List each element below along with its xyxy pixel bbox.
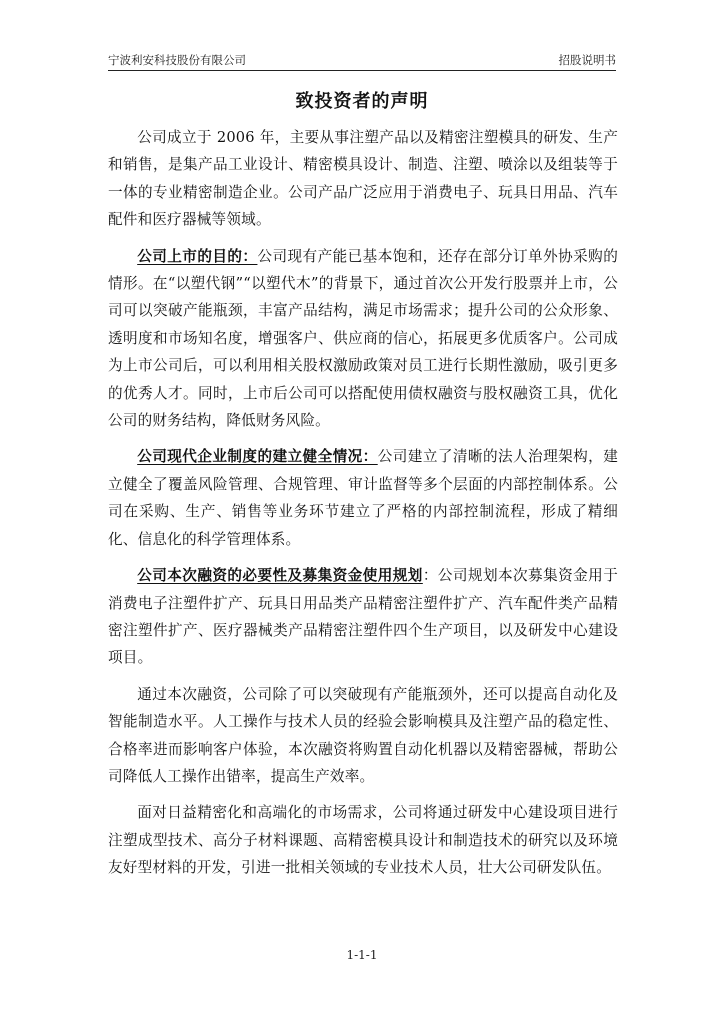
header-document-type: 招股说明书 [558, 53, 616, 67]
paragraph-heading: 公司上市的目的： [137, 247, 258, 265]
paragraph-text: 公司成立于 2006 年，主要从事注塑产品以及精密注塑模具的研发、生产和销售，是集产品工业设计、精密模具设计、制造、注塑、喷涂以及组装等于一体的专业精密制造企业。公司产品广泛应用于消费电子、玩具日用品、汽车配件和医疗器械等领域。 [108, 129, 618, 229]
paragraph-financing-plan [108, 562, 618, 672]
paragraph-heading: 公司本次融资的必要性及募集资金使用规划 [137, 567, 423, 585]
page-number: 1-1-1 [346, 948, 378, 962]
paragraph-text: 公司建立了清晰的法人治理架构，建立健全了覆盖风险管理、合规管理、审计监督等多个层面的内部控制体系。公司在采购、生产、销售等业务环节建立了严格的内部控制流程，形成了精细化、信息化的科学管理体系。 [108, 448, 619, 548]
paragraph-automation [108, 681, 618, 791]
paragraph-text: 面对日益精密化和高端化的市场需求，公司将通过研发中心建设项目进行注塑成型技术、高分子材料课题、高精密模具设计和制造技术的研究以及环境友好型材料的开发，引进一批相关领域的专业技术人员，壮大公司研发队伍。 [108, 804, 618, 877]
page-header [108, 50, 616, 71]
header-company-name: 宁波利安科技股份有限公司 [108, 53, 246, 67]
paragraph-text: 公司现有产能已基本饱和，还存在部分订单外协采购的情形。在“以塑代钢”“以塑代木”的背景下，通过首次公开发行股票并上市，公司可以突破产能瓶颈，丰富产品结构，满足市场需求；提升公司的公众形象、透明度和市场知名度，增强客户、供应商的信心，拓展更多优质客户。公司成为上市公司后，可以利用相关股权激励政策对员工进行长期性激励，吸引更多的优秀人才。同时，上市后公司可以搭配使用债权融资与股权融资工具，优化公司的财务结构，降低财务风险。 [108, 247, 618, 430]
paragraph-text: 通过本次融资，公司除了可以突破现有产能瓶颈外，还可以提高自动化及智能制造水平。人工操作与技术人员的经验会影响模具及注塑产品的稳定性、合格率进而影响客户体验，本次融资将购置自动化机器以及精密器械，帮助公司降低人工操作出错率，提高生产效率。 [108, 685, 618, 785]
document-body [108, 124, 618, 891]
paragraph-heading: 公司现代企业制度的建立健全情况： [137, 448, 378, 466]
paragraph-listing-purpose [108, 243, 618, 435]
page-title: 致投资者的声明 [295, 91, 429, 112]
paragraph-text: ：公司规划本次募集资金用于消费电子注塑件扩产、玩具日用品类产品精密注塑件扩产、汽车配件类产品精密注塑件扩产、医疗器械类产品精密注塑件四个生产项目，以及研发中心建设项目。 [108, 567, 618, 667]
paragraph-rd-center [108, 799, 618, 881]
paragraph-corporate-governance [108, 443, 618, 553]
paragraph-company-overview [108, 124, 618, 234]
